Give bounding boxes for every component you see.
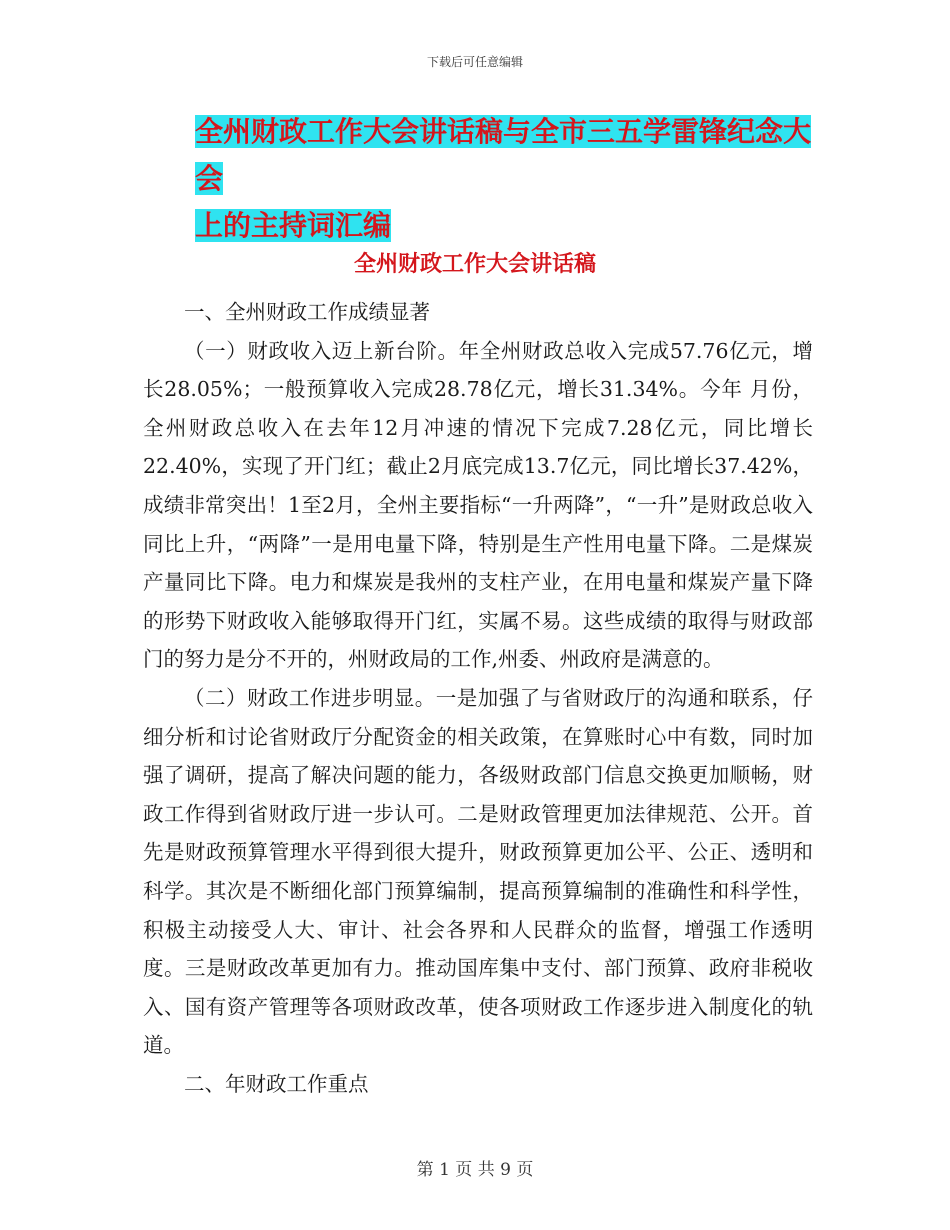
- header-note: 下载后可任意编辑: [426, 55, 523, 69]
- document-title-line-2: 上的主持词汇编: [195, 209, 392, 242]
- paragraph-2: （二）财政工作进步明显。一是加强了与省财政厅的沟通和联系，仔细分析和讨论省财政厅分配资金的相关政策，在算账时心中有数，同时加强了调研，提高了解决问题的能力，各级财政部门信息交换更加顺畅，财政工作得到省财政厅进一步认可。二是财政管理更加法律规范、公开。首先是财政预算管理水平得到很大提升，财政预算更加公平、公正、透明和科学。其次是不断细化部门预算编制，提高预算编制的准确性和科学性，积极主动接受人大、审计、社会各界和人民群众的监督，增强工作透明度。三是财政改革更加有力。推动国库集中支付、部门预算、政府非税收入、国有资产管理等各项财政改革，使各项财政工作逐步进入制度化的轨道。: [143, 685, 813, 1058]
- paragraph-heading-2: 二、年财政工作重点: [184, 1071, 369, 1096]
- body-text: [143, 293, 813, 1103]
- page-number-footer: 第 1 页 共 9 页: [416, 1160, 534, 1180]
- paragraph-heading-1: 一、全州财政工作成绩显著: [184, 300, 430, 324]
- paragraph-1: （一）财政收入迈上新台阶。年全州财政总收入完成57.76亿元，增长28.05%；一般预算收入完成28.78亿元，增长31.34%。今年 月份，全州财政总收入在去年12月冲速的情况下完成7.28亿元，同比增长22.40%，实现了开门红；截止2月底完成13.7亿元，同比增长37.42%，成绩非常突出！1至2月，全州主要指标“一升两降”，“一升”是财政总收入同比上升，“两降”一是用电量下降，特别是生产性用电量下降。二是煤炭产量同比下降。电力和煤炭是我州的支柱产业，在用电量和煤炭产量下降的形势下财政收入能够取得开门红，实属不易。这些成绩的取得与财政部门的努力是分不开的，州财政局的工作,州委、州政府是满意的。: [143, 338, 813, 672]
- section-title: 全州财政工作大会讲话稿: [353, 252, 596, 277]
- document-title-line-1: 全州财政工作大会讲话稿与全市三五学雷锋纪念大会: [195, 115, 812, 195]
- document-title: [195, 108, 815, 249]
